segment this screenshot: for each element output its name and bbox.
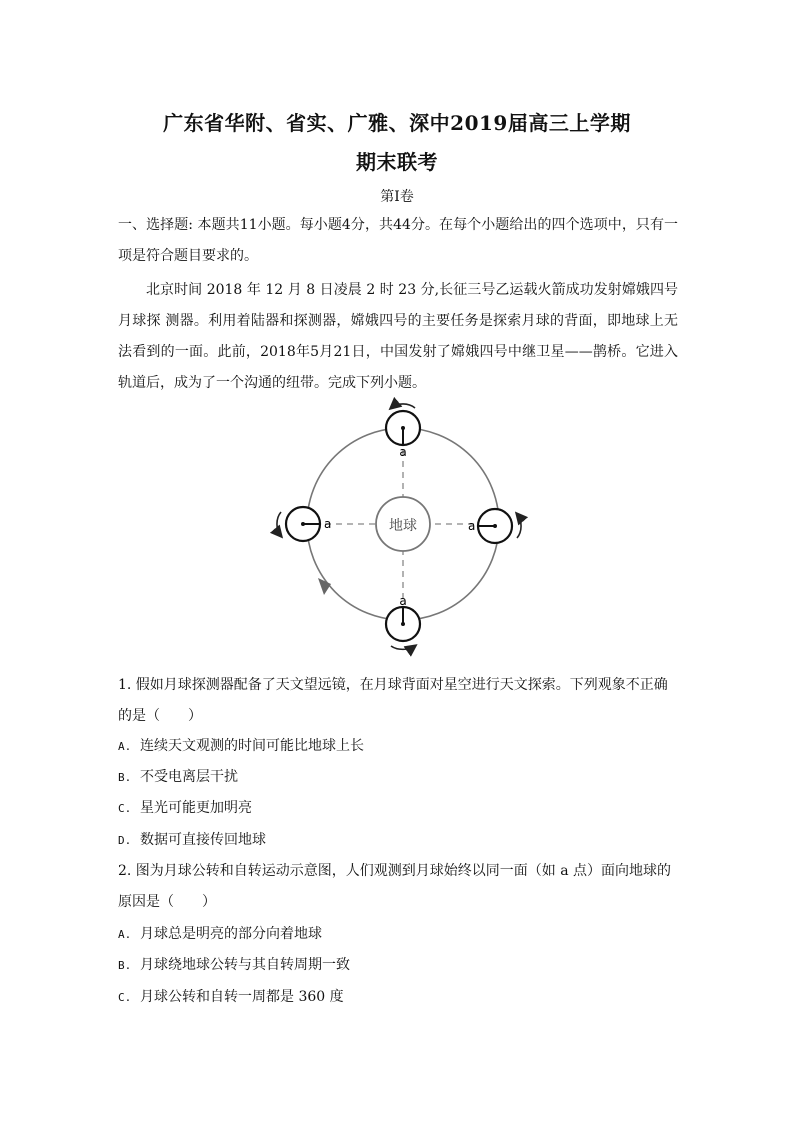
document-title-line1: 广东省华附、省实、广雅、深中2019届高三上学期: [163, 111, 631, 135]
rotation-arrow-bottom-icon: [391, 646, 415, 649]
question-2-stem: 2. 图为月球公转和自转运动示意图，人们观测到月球始终以同一面（如 a 点）面向地球的原因是（ ）: [118, 863, 672, 910]
question-1-option-d: D. 数据可直接传回地球: [118, 832, 266, 848]
point-a-right: a: [468, 519, 476, 533]
section-heading: 第I卷: [380, 189, 414, 205]
point-a-left: a: [324, 517, 332, 531]
earth-label: 地球: [389, 518, 417, 534]
rotation-arrow-right-icon: [517, 514, 521, 538]
document-title-line2: 期末联考: [356, 150, 438, 174]
question-2-option-c: C. 月球公转和自转一周都是 360 度: [118, 989, 344, 1005]
instructions: 一、选择题: 本题共11小题。每小题4分，共44分。在每个小题给出的四个选项中，只有一项是符合题目要求的。: [118, 217, 678, 264]
question-1-option-b: B. 不受电离层干扰: [118, 769, 238, 785]
moon-orbit-diagram: [265, 392, 535, 662]
question-1-option-c: C. 星光可能更加明亮: [118, 800, 252, 816]
question-2-option-b: B. 月球绕地球公转与其自转周期一致: [118, 957, 350, 973]
rotation-arrow-left-icon: [277, 512, 281, 536]
question-1-option-a: A. 连续天文观测的时间可能比地球上长: [118, 738, 364, 754]
question-1-stem: 1. 假如月球探测器配备了天文望远镜，在月球背面对星空进行天文探索。下列观象不正确的是（ ）: [118, 677, 668, 724]
passage: 北京时间 2018 年 12 月 8 日凌晨 2 时 23 分,长征三号乙运载火箭成功发射嫦娥四号月球探 测器。利用着陆器和探测器，嫦娥四号的主要任务是探索月球的背面，即地球上无法看到的一面。此前，2018年5月21日，中国发射了嫦娥四号中继卫星——鹊桥。它进入轨道后，成为了一个沟通的纽带。完成下列小题。: [118, 282, 678, 391]
point-a-top: a: [399, 445, 407, 459]
question-2-option-a: A. 月球总是明亮的部分向着地球: [118, 926, 322, 942]
point-a-bottom: a: [399, 594, 407, 608]
rotation-arrow-top-icon: [391, 404, 415, 408]
